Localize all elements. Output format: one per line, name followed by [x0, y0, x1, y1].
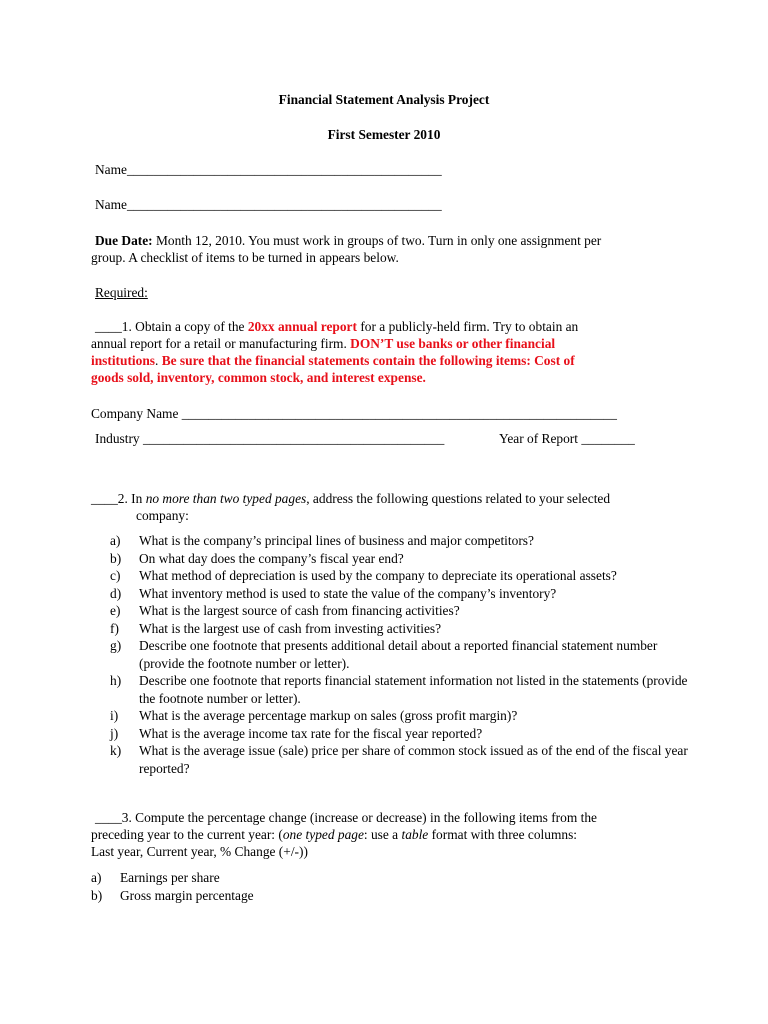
list-item — [110, 672, 700, 707]
semester-subtitle: First Semester 2010 — [327, 127, 441, 142]
item-1-text-post: for a publicly-held firm. Try to obtain an — [356, 319, 579, 334]
dont-use-banks-warning: DON’T use banks or other financial — [350, 336, 556, 351]
page-title: Financial Statement Analysis Project — [278, 92, 490, 107]
list-item — [110, 620, 700, 638]
list-marker: g) — [110, 638, 122, 653]
annual-report-highlight: 20xx annual report — [247, 319, 357, 334]
item-1-line-3: institutions. Be sure that the financial statements contain the following items: Cost of — [91, 353, 575, 368]
list-item — [110, 742, 700, 777]
one-typed-page-italic: one typed page — [282, 827, 364, 842]
item-1-line-2 — [91, 335, 555, 353]
list-item-text: What inventory method is used to state the value of the company’s inventory? — [139, 585, 557, 601]
industry-field: Industry _____________________________________________ — [95, 431, 445, 446]
list-item-text: Gross margin percentage — [120, 887, 254, 903]
due-date-line-2: group. A checklist of items to be turned in appears below. — [91, 250, 399, 265]
required-items-list: goods sold, inventory, common stock, and interest expense. — [91, 370, 426, 385]
list-marker: j) — [110, 725, 119, 741]
item-2-line-2: company: — [136, 508, 189, 523]
due-date-text: Month 12, 2010. You must work in groups of two. Turn in only one assignment per — [152, 233, 602, 248]
item-3-line-2-pre: preceding year to the current year: ( — [91, 827, 283, 842]
list-marker: k) — [110, 743, 122, 758]
list-marker: e) — [110, 603, 121, 618]
list-marker: b) — [91, 887, 103, 903]
required-heading: Required: — [95, 285, 148, 300]
list-item-text: What is the average issue (sale) price per share of common stock issued as of the end of the fiscal year reported? — [139, 743, 688, 776]
list-item — [110, 532, 700, 550]
name-field-1: Name_______________________________________________ — [95, 162, 442, 177]
due-date-label: Due Date: — [95, 233, 153, 248]
company-name-field: Company Name _________________________________________________________________ — [91, 406, 617, 421]
list-item — [110, 602, 700, 620]
list-item-text: What is the average percentage markup on sales (gross profit margin)? — [139, 708, 518, 723]
list-item-text: What is the largest use of cash from investing activities? — [139, 620, 442, 636]
list-item-text: Describe one footnote that presents additional detail about a reported financial statement number (provide the footnote number or letter). — [139, 638, 658, 671]
item-1-text: 1. Obtain a copy of the — [121, 319, 248, 334]
list-item — [110, 585, 700, 603]
list-item — [110, 725, 700, 743]
item-3-line-3: Last year, Current year, % Change (+/-)) — [91, 844, 308, 859]
list-marker: i) — [110, 708, 119, 723]
item-3-line-2-mid: : use a — [363, 827, 402, 842]
item-3-line-2 — [91, 826, 577, 844]
list-item — [110, 707, 700, 725]
list-item-text: On what day does the company’s fiscal year end? — [139, 550, 404, 566]
list-marker: c) — [110, 568, 121, 583]
list-marker: b) — [110, 550, 122, 566]
list-item — [110, 550, 700, 568]
item-3-line-1 — [95, 809, 597, 827]
item-3-list — [91, 869, 691, 904]
list-item-text: What method of depreciation is used by the company to depreciate its operational assets? — [139, 568, 617, 583]
list-item — [91, 869, 691, 887]
item-1-blank: ____ — [95, 319, 122, 334]
list-marker: d) — [110, 585, 122, 601]
list-item — [110, 637, 700, 672]
list-item-text: What is the company’s principal lines of business and major competitors? — [139, 533, 534, 548]
item-2-line-1 — [91, 490, 610, 508]
due-date-line-1 — [95, 232, 601, 250]
question-list — [110, 532, 700, 777]
item-3-line-2-post: format with three columns: — [428, 827, 577, 842]
list-item — [110, 567, 700, 585]
list-item — [91, 887, 691, 905]
institutions-warning: institutions — [91, 353, 155, 368]
list-marker: a) — [110, 533, 121, 548]
list-item-text: What is the average income tax rate for the fiscal year reported? — [139, 725, 483, 741]
name-field-2: Name_______________________________________________ — [95, 197, 442, 212]
list-item-text: Describe one footnote that reports financial statement information not listed in the statements (provide the footnote number or letter). — [139, 673, 688, 706]
page-limit-italic: no more than two typed pages — [145, 491, 307, 506]
item-2-text-post: , address the following questions related to your selected — [306, 491, 611, 506]
item-2-blank: ____ — [91, 491, 118, 506]
list-marker: a) — [91, 870, 102, 885]
table-italic: table — [401, 827, 429, 842]
list-item-text: Earnings per share — [120, 870, 220, 885]
item-3-blank: ____ — [95, 810, 122, 825]
list-marker: f) — [110, 620, 119, 636]
list-marker: h) — [110, 673, 122, 688]
year-of-report-field: Year of Report ________ — [499, 431, 635, 446]
item-1-line-2-text: annual report for a retail or manufacturing firm. — [91, 336, 351, 351]
required-items-warning: Be sure that the financial statements contain the following items: Cost of — [158, 353, 575, 368]
item-3-text: 3. Compute the percentage change (increase or decrease) in the following items from the — [121, 810, 597, 825]
item-2-text: 2. In — [117, 491, 146, 506]
item-1-line-1 — [95, 318, 578, 336]
item-1-line-4 — [91, 369, 426, 387]
list-item-text: What is the largest source of cash from financing activities? — [139, 603, 460, 618]
